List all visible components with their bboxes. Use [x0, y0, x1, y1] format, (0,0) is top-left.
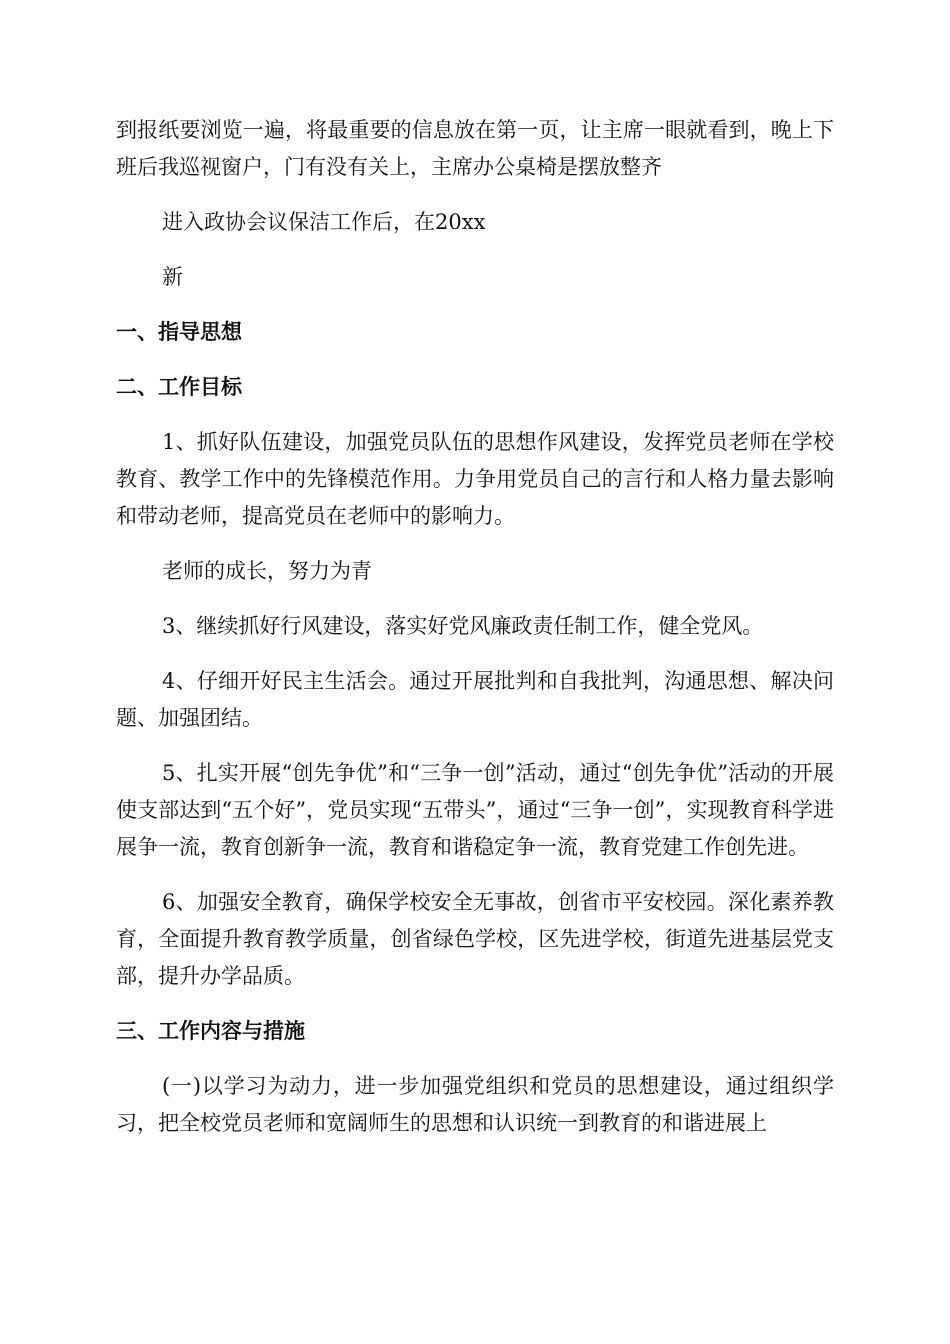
heading-guiding-ideology: 一、指导思想	[116, 320, 242, 344]
paragraph-fragment-new: 新	[162, 265, 183, 289]
paragraph-cleaning-work: 进入政协会议保洁工作后，在20xx	[162, 210, 486, 234]
heading-work-content: 三、工作内容与措施	[116, 1019, 305, 1043]
paragraph-newspaper-duty: 到报纸要浏览一遍，将最重要的信息放在第一页，让主席一眼就看到，晚上下班后我巡视窗户，门有没有关上，主席办公桌椅是摆放整齐	[116, 118, 834, 179]
paragraph-teacher-growth: 老师的成长，努力为青	[162, 559, 372, 583]
document-page	[116, 112, 834, 1160]
paragraph-goal-4: 4、仔细开好民主生活会。通过开展批判和自我批判，沟通思想、解决问题、加强团结。	[116, 669, 834, 730]
paragraph-goal-5: 5、扎实开展“创先争优”和“三争一创”活动，通过“创先争优”活动的开展使支部达到“五个好”，党员实现“五带头”，通过“三争一创”，实现教育科学进展争一流，教育创新争一流，教育和谐稳定争一流，教育党建工作创先进。	[116, 761, 834, 859]
paragraph-goal-3: 3、继续抓好行风建设，落实好党风廉政责任制工作，健全党风。	[162, 614, 764, 638]
paragraph-goal-6: 6、加强安全教育，确保学校安全无事故，创省市平安校园。深化素养教育，全面提升教育教学质量，创省绿色学校，区先进学校，街道先进基层党支部，提升办学品质。	[116, 890, 834, 988]
heading-work-goals: 二、工作目标	[116, 375, 242, 399]
paragraph-goal-1: 1、抓好队伍建设，加强党员队伍的思想作风建设，发挥党员老师在学校教育、教学工作中的先锋模范作用。力争用党员自己的言行和人格力量去影响和带动老师，提高党员在老师中的影响力。	[116, 430, 834, 528]
paragraph-measure-1: (一)以学习为动力，进一步加强党组织和党员的思想建设，通过组织学习，把全校党员老师和宽阔师生的思想和认识统一到教育的和谐进展上	[116, 1074, 834, 1135]
